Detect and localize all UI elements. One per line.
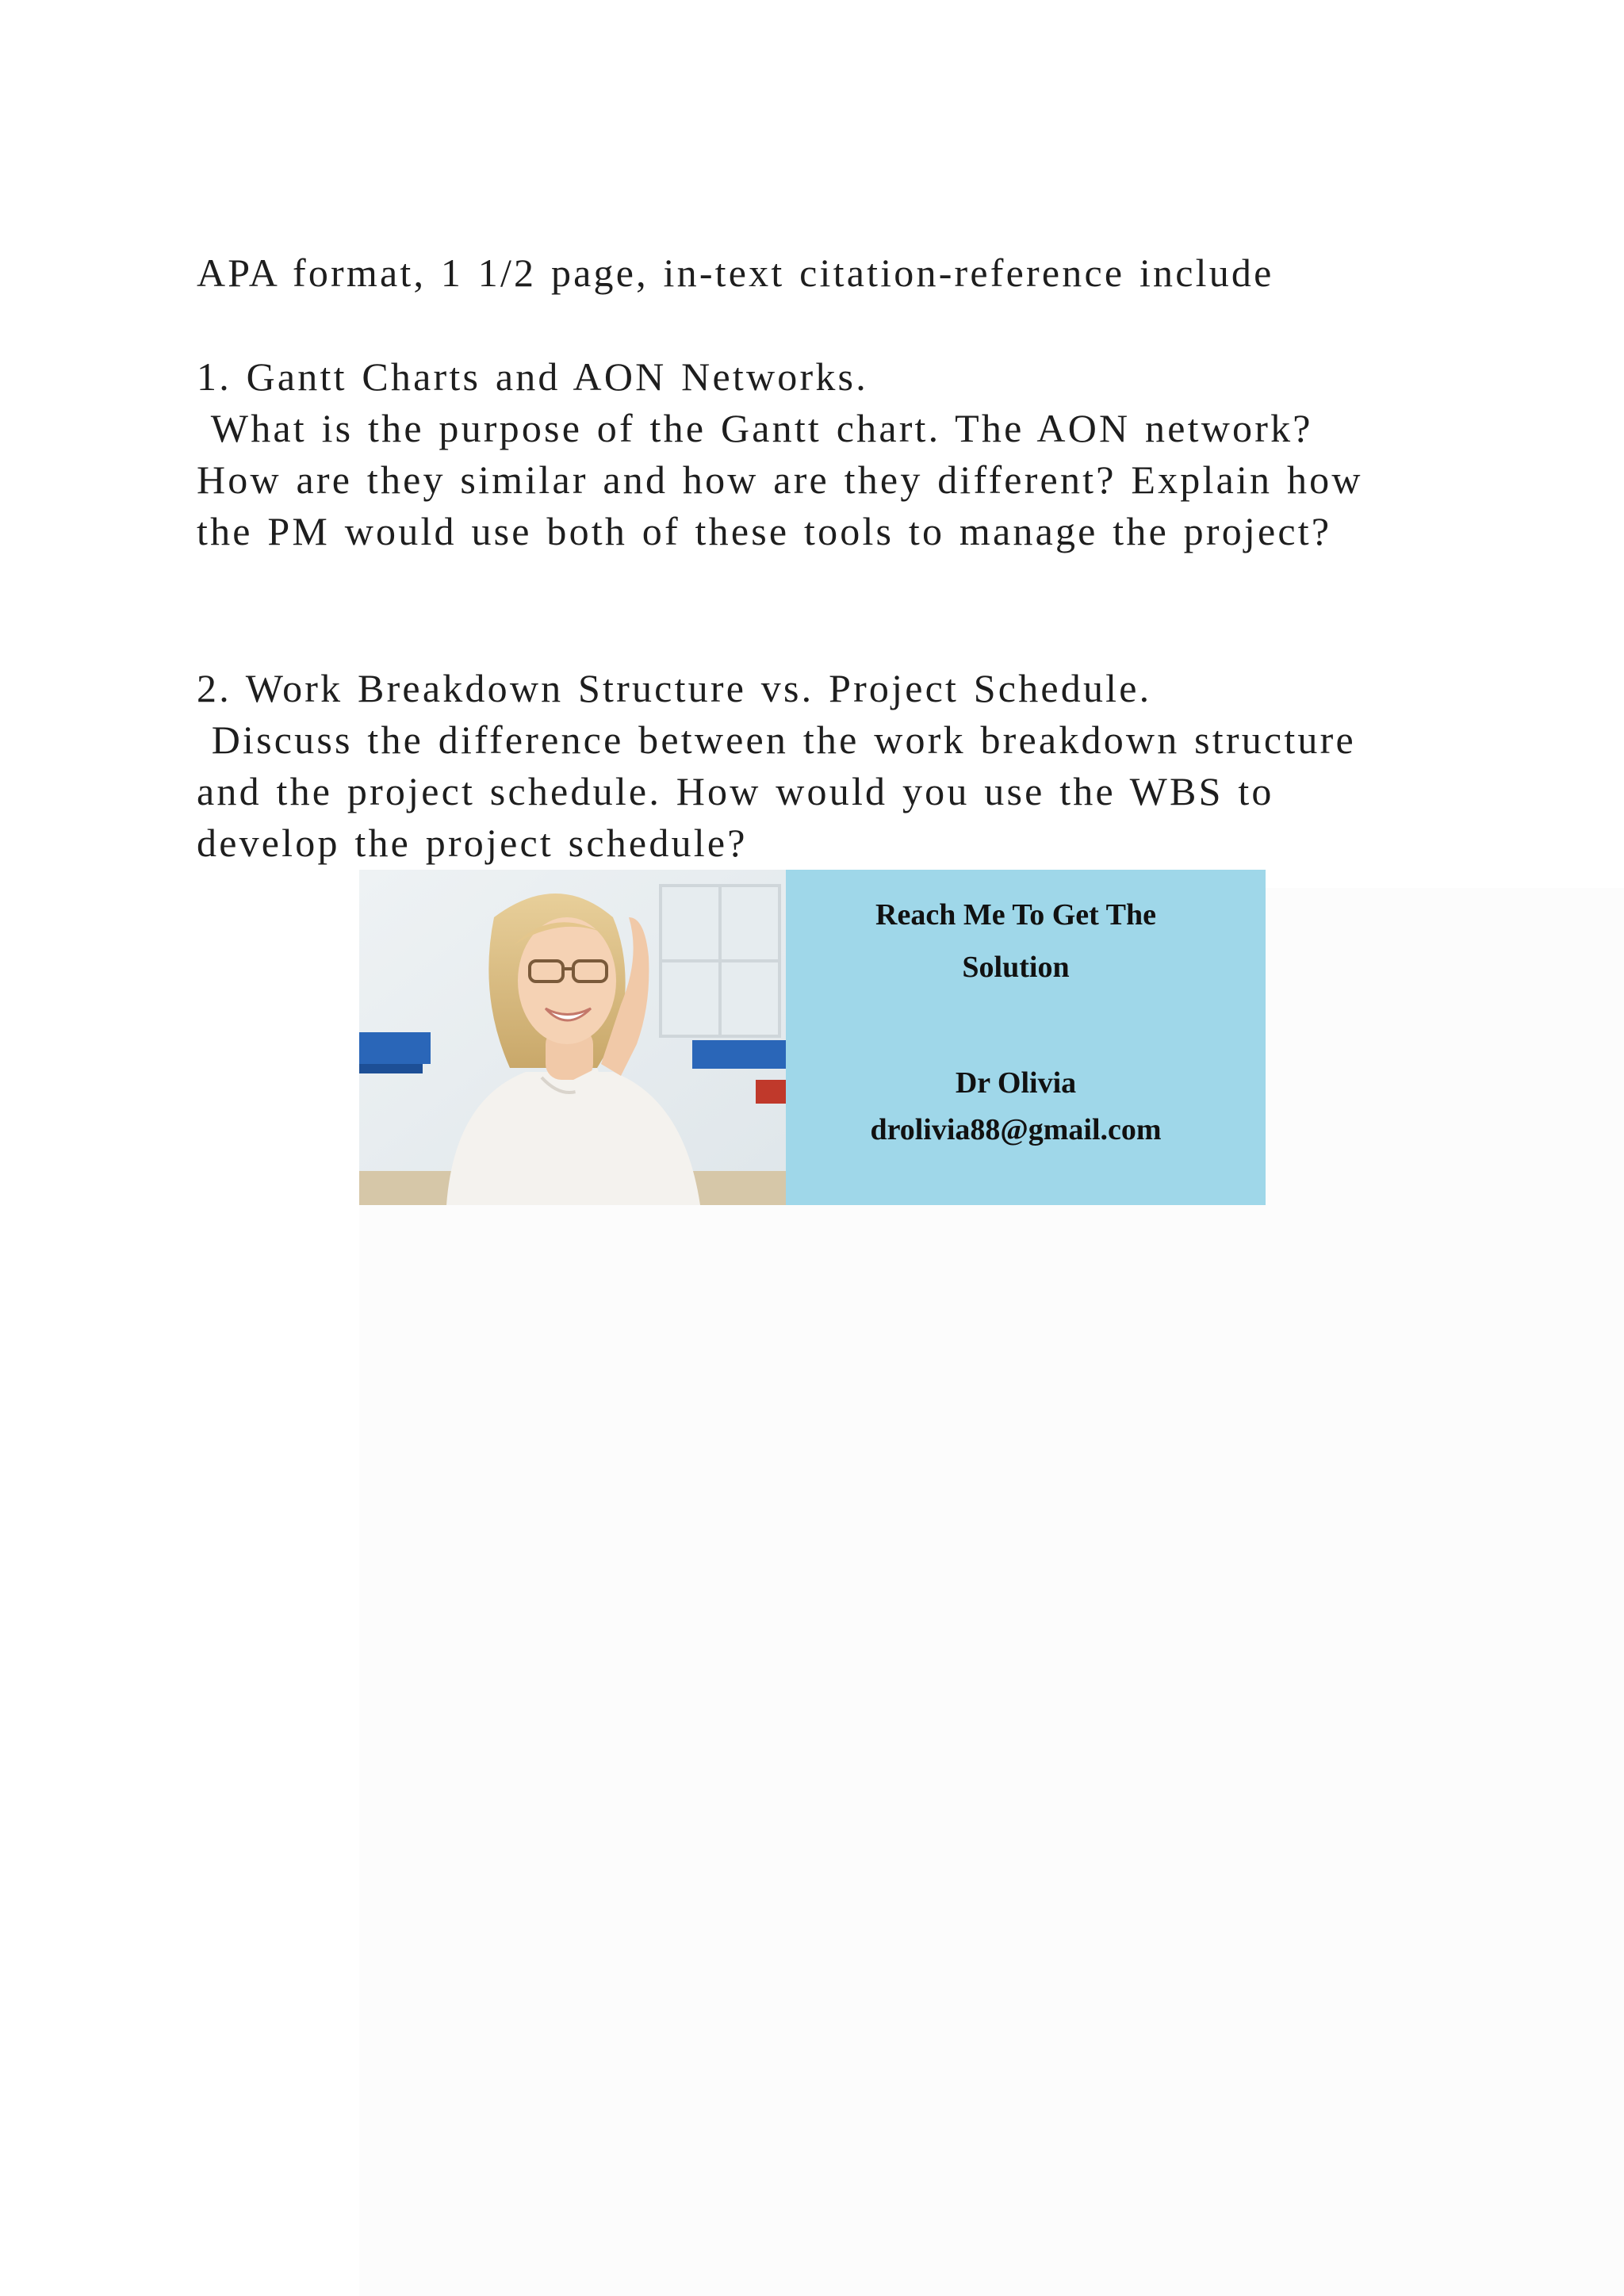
banner-headline: Reach Me To Get The bbox=[875, 898, 1156, 932]
question-1 bbox=[197, 351, 1434, 557]
question-1-line: What is the purpose of the Gantt chart. The AON network? bbox=[197, 406, 1313, 450]
assignment-header bbox=[197, 247, 1434, 299]
header-line: APA format, 1 1/2 page, in-text citation-reference include bbox=[197, 251, 1274, 295]
question-1-line: How are they similar and how are they different? Explain how bbox=[197, 457, 1363, 502]
question-1-title: 1. Gantt Charts and AON Networks. bbox=[197, 354, 868, 399]
question-1-line: the PM would use both of these tools to manage the project? bbox=[197, 509, 1332, 553]
banner-headline-2: Solution bbox=[962, 951, 1070, 984]
contact-panel bbox=[786, 870, 1266, 1205]
contact-name: Dr Olivia bbox=[955, 1066, 1077, 1100]
contact-banner bbox=[359, 870, 1266, 1205]
question-2 bbox=[197, 663, 1434, 869]
question-2-line: Discuss the difference between the work breakdown structure bbox=[197, 718, 1356, 762]
question-2-line: develop the project schedule? bbox=[197, 821, 748, 865]
woman-photo bbox=[359, 870, 786, 1205]
question-2-title: 2. Work Breakdown Structure vs. Project Schedule. bbox=[197, 666, 1152, 710]
question-2-line: and the project schedule. How would you use the WBS to bbox=[197, 769, 1274, 813]
contact-email[interactable]: drolivia88@gmail.com bbox=[870, 1113, 1162, 1146]
